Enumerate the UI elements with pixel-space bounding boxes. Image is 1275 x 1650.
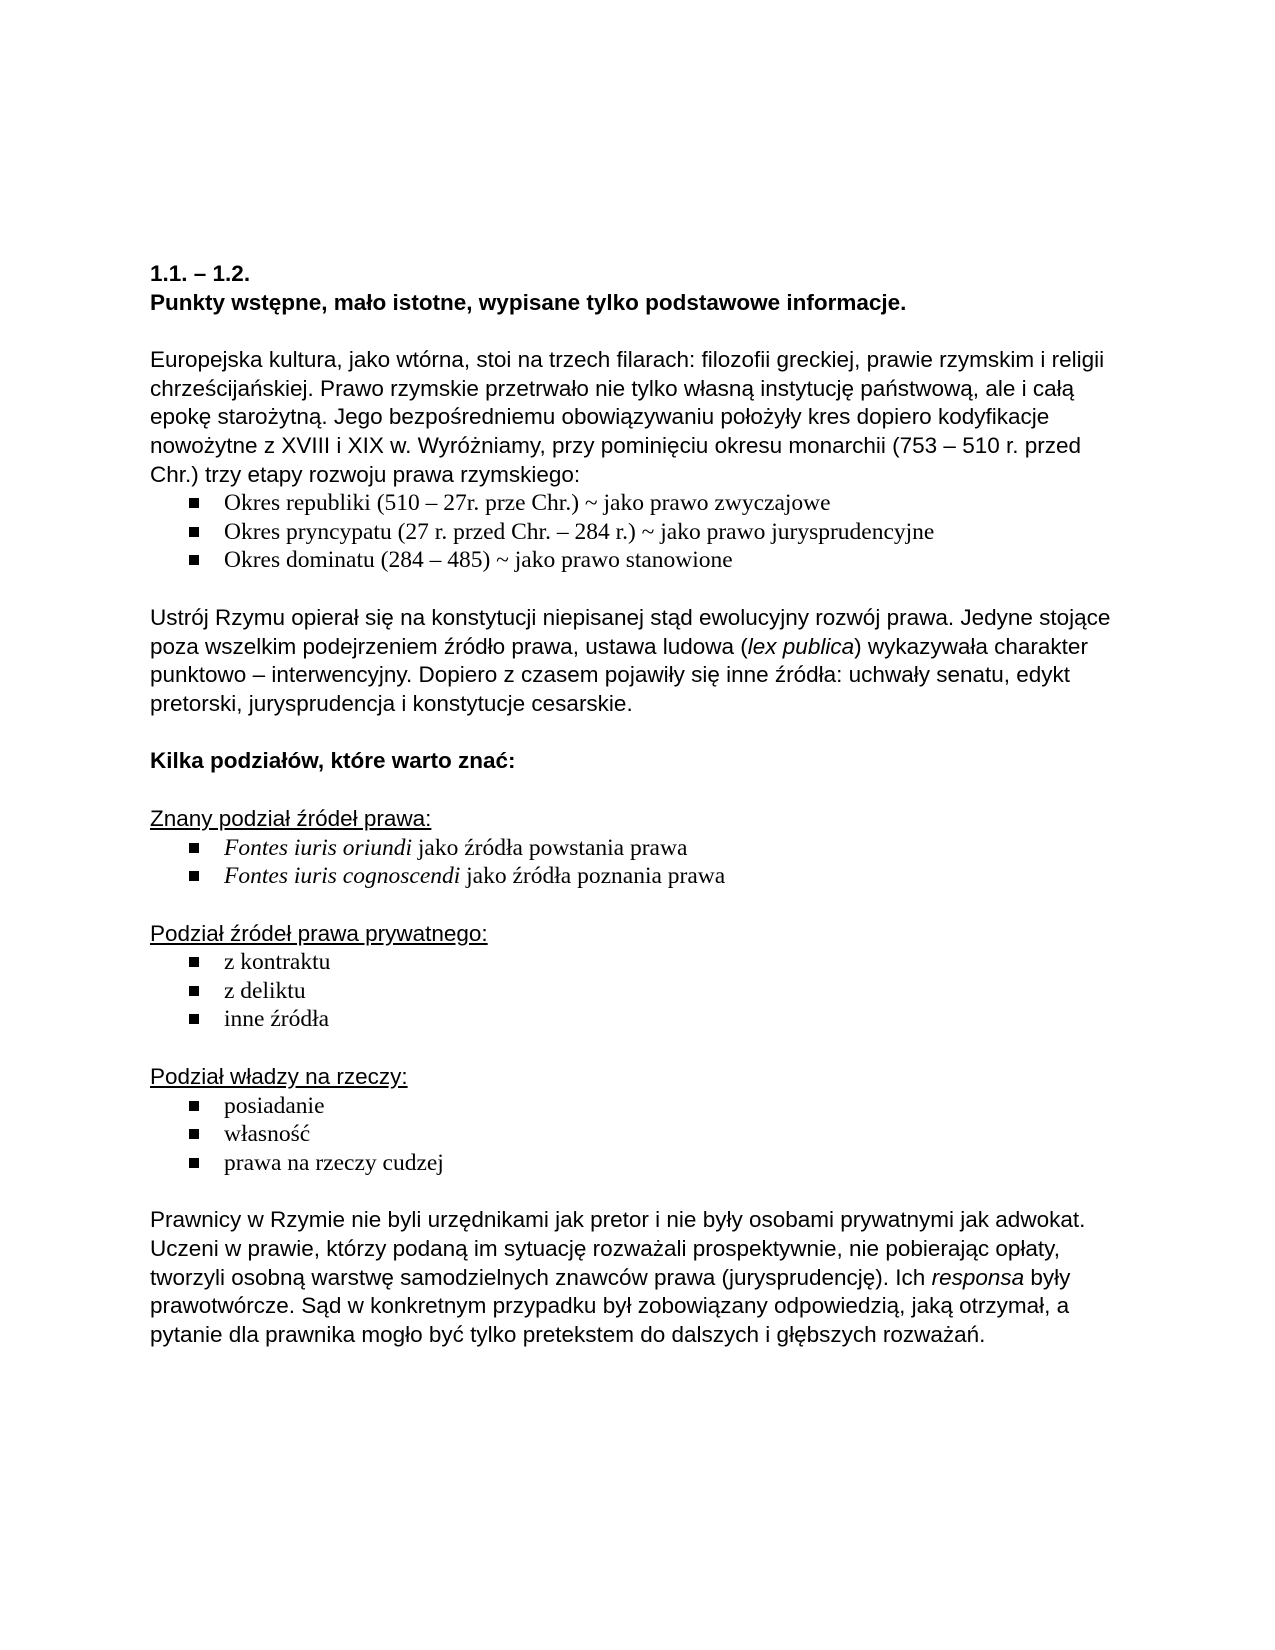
list-item [150, 862, 1130, 891]
list-item-text: Okres pryncypatu (27 r. przed Chr. – 284 r.) ~ jako prawo jurysprudencyjne [224, 518, 935, 545]
list-item [150, 546, 1130, 575]
spacer [150, 891, 1130, 920]
list-item [150, 1092, 1130, 1121]
sources-division-title [150, 805, 1130, 834]
list-item-text: jako źródła poznania prawa [460, 863, 726, 890]
list-item [150, 1149, 1130, 1178]
spacer [150, 718, 1130, 747]
bullet-icon [189, 957, 199, 967]
divisions-heading: Kilka podziałów, które warto znać: [150, 748, 516, 774]
list-item-text: prawa na rzeczy cudzej [224, 1149, 444, 1176]
list-item [150, 1120, 1130, 1149]
spacer [150, 575, 1130, 604]
spacer [150, 776, 1130, 805]
list-item [150, 489, 1130, 518]
bullet-icon [189, 1129, 199, 1139]
italic-term: responsa [931, 1264, 1025, 1290]
spacer [150, 1177, 1130, 1206]
bullet-icon [189, 527, 199, 537]
list-item-text: jako źródła powstania prawa [412, 834, 688, 861]
list-item-text: inne źródła [224, 1006, 330, 1033]
underlined-title: Podział źródeł prawa prywatnego: [150, 920, 488, 946]
bullet-icon [189, 1158, 199, 1168]
italic-term: lex publica [747, 633, 855, 659]
list-item-text: własność [224, 1121, 311, 1148]
paragraph-text: były prawotwórcze. Sąd w konkretnym przypadku był zobowiązany odpowiedzią, jaką otrzymał, a pytanie dla prawnika mogło być tylko pretekstem do dalszych i głębszych rozważań. [150, 1264, 1071, 1347]
underlined-title: Podział władzy na rzeczy: [150, 1064, 408, 1090]
list-item-text: Okres republiki (510 – 27r. prze Chr.) ~ jako prawo zwyczajowe [224, 490, 831, 517]
bullet-icon [189, 555, 199, 565]
things-division-title [150, 1063, 1130, 1092]
list-item-text: posiadanie [224, 1092, 325, 1119]
intro-paragraph: Europejska kultura, jako wtórna, stoi na trzech filarach: filozofii greckiej, prawie rzymskim i religii chrześcijańskiej. Prawo rzymskie przetrwało nie tylko własną instytucję państwową, ale i całą epokę starożytną. Jego bezpośredniemu obowiązywaniu położyły kres dopiero kodyfikacje nowożytne z XVIII i XIX w. Wyróżniamy, przy pominięciu okresu monarchii (753 – 510 r. przed Chr.) trzy etapy rozwoju prawa rzymskiego: [150, 347, 1105, 487]
things-division-list [150, 1092, 1130, 1178]
underlined-title: Znany podział źródeł prawa: [150, 805, 432, 831]
bullet-icon [189, 871, 199, 881]
paragraph-text: Prawnicy w Rzymie nie byli urzędnikami jak pretor i nie były osobami prywatnymi jak adwokat. Uczeni w prawie, którzy podaną im sytuację rozważali prospektywnie, nie pobierając opłaty, tworzyli osobną warstwę samodzielnych znawców prawa (jurysprudencję). Ich [150, 1207, 1086, 1290]
lawyers-paragraph [150, 1206, 1130, 1349]
bullet-icon [189, 986, 199, 996]
italic-term: Fontes iuris oriundi [224, 834, 413, 861]
sources-division-list [150, 834, 1130, 891]
italic-term: Fontes iuris cognoscendi [224, 863, 461, 890]
list-item-text: Okres dominatu (284 – 485) ~ jako prawo stanowione [224, 547, 733, 574]
private-law-division-list [150, 948, 1130, 1034]
section-subtitle: Punkty wstępne, mało istotne, wypisane tylko podstawowe informacje. [150, 289, 907, 315]
section-number: 1.1. – 1.2. [150, 261, 251, 286]
list-item [150, 977, 1130, 1006]
list-item-text: z deliktu [224, 977, 306, 1004]
spacer [150, 317, 1130, 346]
paragraph-text: Ustrój Rzymu opierał się na konstytucji niepisanej stąd ewolucyjny rozwój prawa. Jedyne stojące poza wszelkim podejrzeniem źródło prawa, ustawa ludowa ( [150, 604, 1111, 659]
private-law-division-title [150, 920, 1130, 949]
list-item [150, 518, 1130, 547]
bullet-icon [189, 1101, 199, 1111]
spacer [150, 1034, 1130, 1063]
document-page [150, 260, 1130, 1349]
bullet-icon [189, 843, 199, 853]
list-item [150, 834, 1130, 863]
stages-list [150, 489, 1130, 575]
list-item [150, 948, 1130, 977]
ustroj-paragraph [150, 604, 1130, 718]
list-item-text: z kontraktu [224, 949, 331, 976]
bullet-icon [189, 1014, 199, 1024]
list-item [150, 1005, 1130, 1034]
bullet-icon [189, 498, 199, 508]
paragraph-text: ) wykazywała charakter punktowo – interwencyjny. Dopiero z czasem pojawiły się inne źródła: uchwały senatu, edykt pretorski, jurysprudencja i konstytucje cesarskie. [150, 633, 1088, 716]
